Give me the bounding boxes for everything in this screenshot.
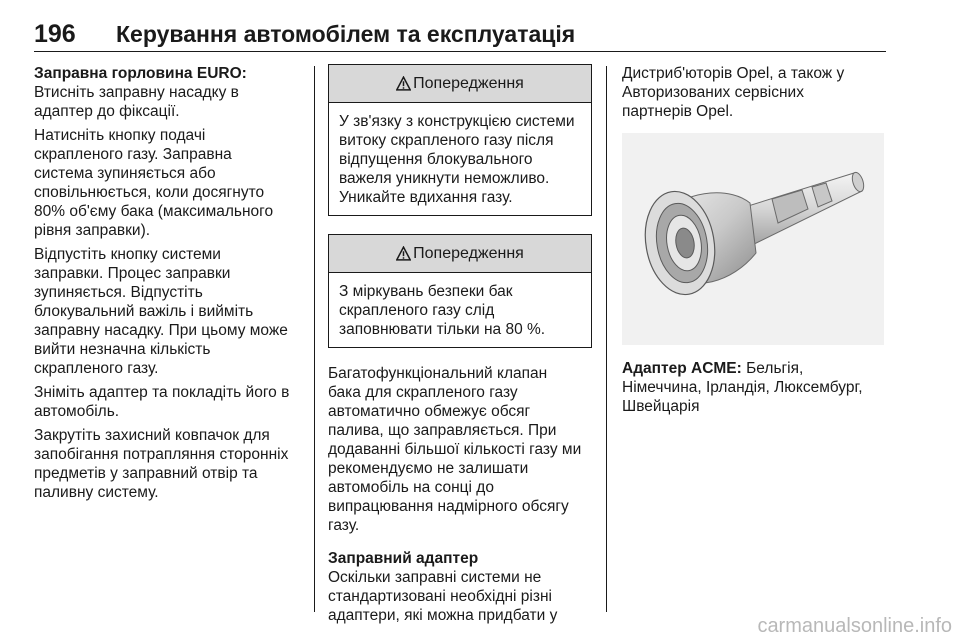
text-line: запобігання потрапляння сторонніх xyxy=(34,446,289,463)
text-line: витоку скрапленого газу після xyxy=(339,132,554,149)
text-line: скрапленого газу. Заправна xyxy=(34,146,232,163)
caption-bold-label: Адаптер ACME: xyxy=(622,360,742,377)
text-line: автоматично обмежує обсяг xyxy=(328,403,531,420)
warning-triangle-icon xyxy=(396,246,411,261)
text-line: стандартизовані необхідні різні xyxy=(328,588,552,605)
text-line: З міркувань безпеки бак xyxy=(339,283,513,300)
text-line: важеля уникнути неможливо. xyxy=(339,170,550,187)
text-line: 80% об'єму бака (максимального xyxy=(34,203,274,220)
paragraph xyxy=(34,426,302,502)
caption-lines xyxy=(622,378,886,416)
text-line: Натисніть кнопку подачі xyxy=(34,127,206,144)
text-line: система зупиняється або xyxy=(34,165,216,182)
illustration-caption xyxy=(622,359,886,378)
text-line: паливну систему. xyxy=(34,484,159,501)
column-left xyxy=(34,64,302,507)
column-divider xyxy=(606,66,607,612)
text-line: Закрутіть захисний ковпачок для xyxy=(34,427,270,444)
text-line: Швейцарія xyxy=(622,398,700,415)
text-line: відпущення блокувального xyxy=(339,151,533,168)
text-line: випрацювання надмірного обсягу xyxy=(328,498,569,515)
page-header xyxy=(34,20,886,50)
page-title: Керування автомобілем та експлуатація xyxy=(116,21,576,47)
warning-triangle-icon xyxy=(396,76,411,91)
text-line: бака для скрапленого газу xyxy=(328,384,518,401)
warning-header xyxy=(329,65,591,103)
paragraph xyxy=(622,64,886,121)
paragraph xyxy=(328,568,592,625)
paragraph xyxy=(34,245,302,378)
warning-text xyxy=(329,103,591,215)
text-line: зупиняється. Відпустіть xyxy=(34,284,203,301)
text-line: Зніміть адаптер та покладіть його в xyxy=(34,384,290,401)
section-heading-euro: Заправна горловина EURO: xyxy=(34,65,247,82)
text-line: Багатофункціональний клапан xyxy=(328,365,548,382)
text-line: Оскільки заправні системи не xyxy=(328,569,542,586)
text-line: Німеччина, Ірландія, Люксембург, xyxy=(622,379,863,396)
paragraph xyxy=(34,126,302,240)
warning-title: Попередження xyxy=(413,75,524,92)
text-line: У зв'язку з конструкцією системи xyxy=(339,113,575,130)
text-line: заправки. Процес заправки xyxy=(34,265,231,282)
text-line: заповнювати тільки на 80 %. xyxy=(339,321,546,338)
text-line: рівня заправки). xyxy=(34,222,151,239)
text-line: сповільнюється, коли досягнуто xyxy=(34,184,265,201)
text-line: партнерів Opel. xyxy=(622,103,734,120)
text-line: адаптер до фіксації. xyxy=(34,103,180,120)
warning-box xyxy=(328,234,592,348)
text-line: блокувальний важіль і вийміть xyxy=(34,303,254,320)
paragraph xyxy=(34,83,302,121)
text-line: Уникайте вдихання газу. xyxy=(339,189,513,206)
text-line: газу. xyxy=(328,517,360,534)
text-line: Відпустіть кнопку системи xyxy=(34,246,221,263)
header-rule xyxy=(34,51,886,52)
warning-box xyxy=(328,64,592,216)
page-number: 196 xyxy=(34,20,76,48)
text-line: автомобіль. xyxy=(34,403,120,420)
text-line: додаванні більшої кількості газу ми xyxy=(328,441,582,458)
warning-header xyxy=(329,235,591,273)
text-line: предметів у заправний отвір та xyxy=(34,465,258,482)
column-middle xyxy=(328,64,592,630)
acme-adapter-illustration xyxy=(622,133,884,345)
text-line: адаптери, які можна придбати у xyxy=(328,607,558,624)
text-line: автомобіль на сонці до xyxy=(328,479,494,496)
text-line: скрапленого газу слід xyxy=(339,302,495,319)
warning-text xyxy=(329,273,591,347)
caption-first-rest: Бельгія, xyxy=(741,360,804,377)
text-line: рекомендуємо не залишати xyxy=(328,460,529,477)
text-line: вийти незначна кількість xyxy=(34,341,211,358)
paragraph xyxy=(34,383,302,421)
section-heading-adapter: Заправний адаптер xyxy=(328,550,479,567)
text-line: Втисніть заправну насадку в xyxy=(34,84,239,101)
watermark: carmanualsonline.info xyxy=(757,615,952,637)
paragraph xyxy=(328,364,592,535)
column-divider xyxy=(314,66,315,612)
text-line: заправну насадку. При цьому може xyxy=(34,322,288,339)
text-line: скрапленого газу. xyxy=(34,360,159,377)
warning-title: Попередження xyxy=(413,245,524,262)
text-line: палива, що заправляється. При xyxy=(328,422,557,439)
text-line: Дистриб'юторів Opel, а також у xyxy=(622,65,845,82)
caption-first-line xyxy=(622,359,886,378)
adapter-drawing xyxy=(622,133,884,345)
text-line: Авторизованих сервісних xyxy=(622,84,804,101)
column-right xyxy=(622,64,886,416)
